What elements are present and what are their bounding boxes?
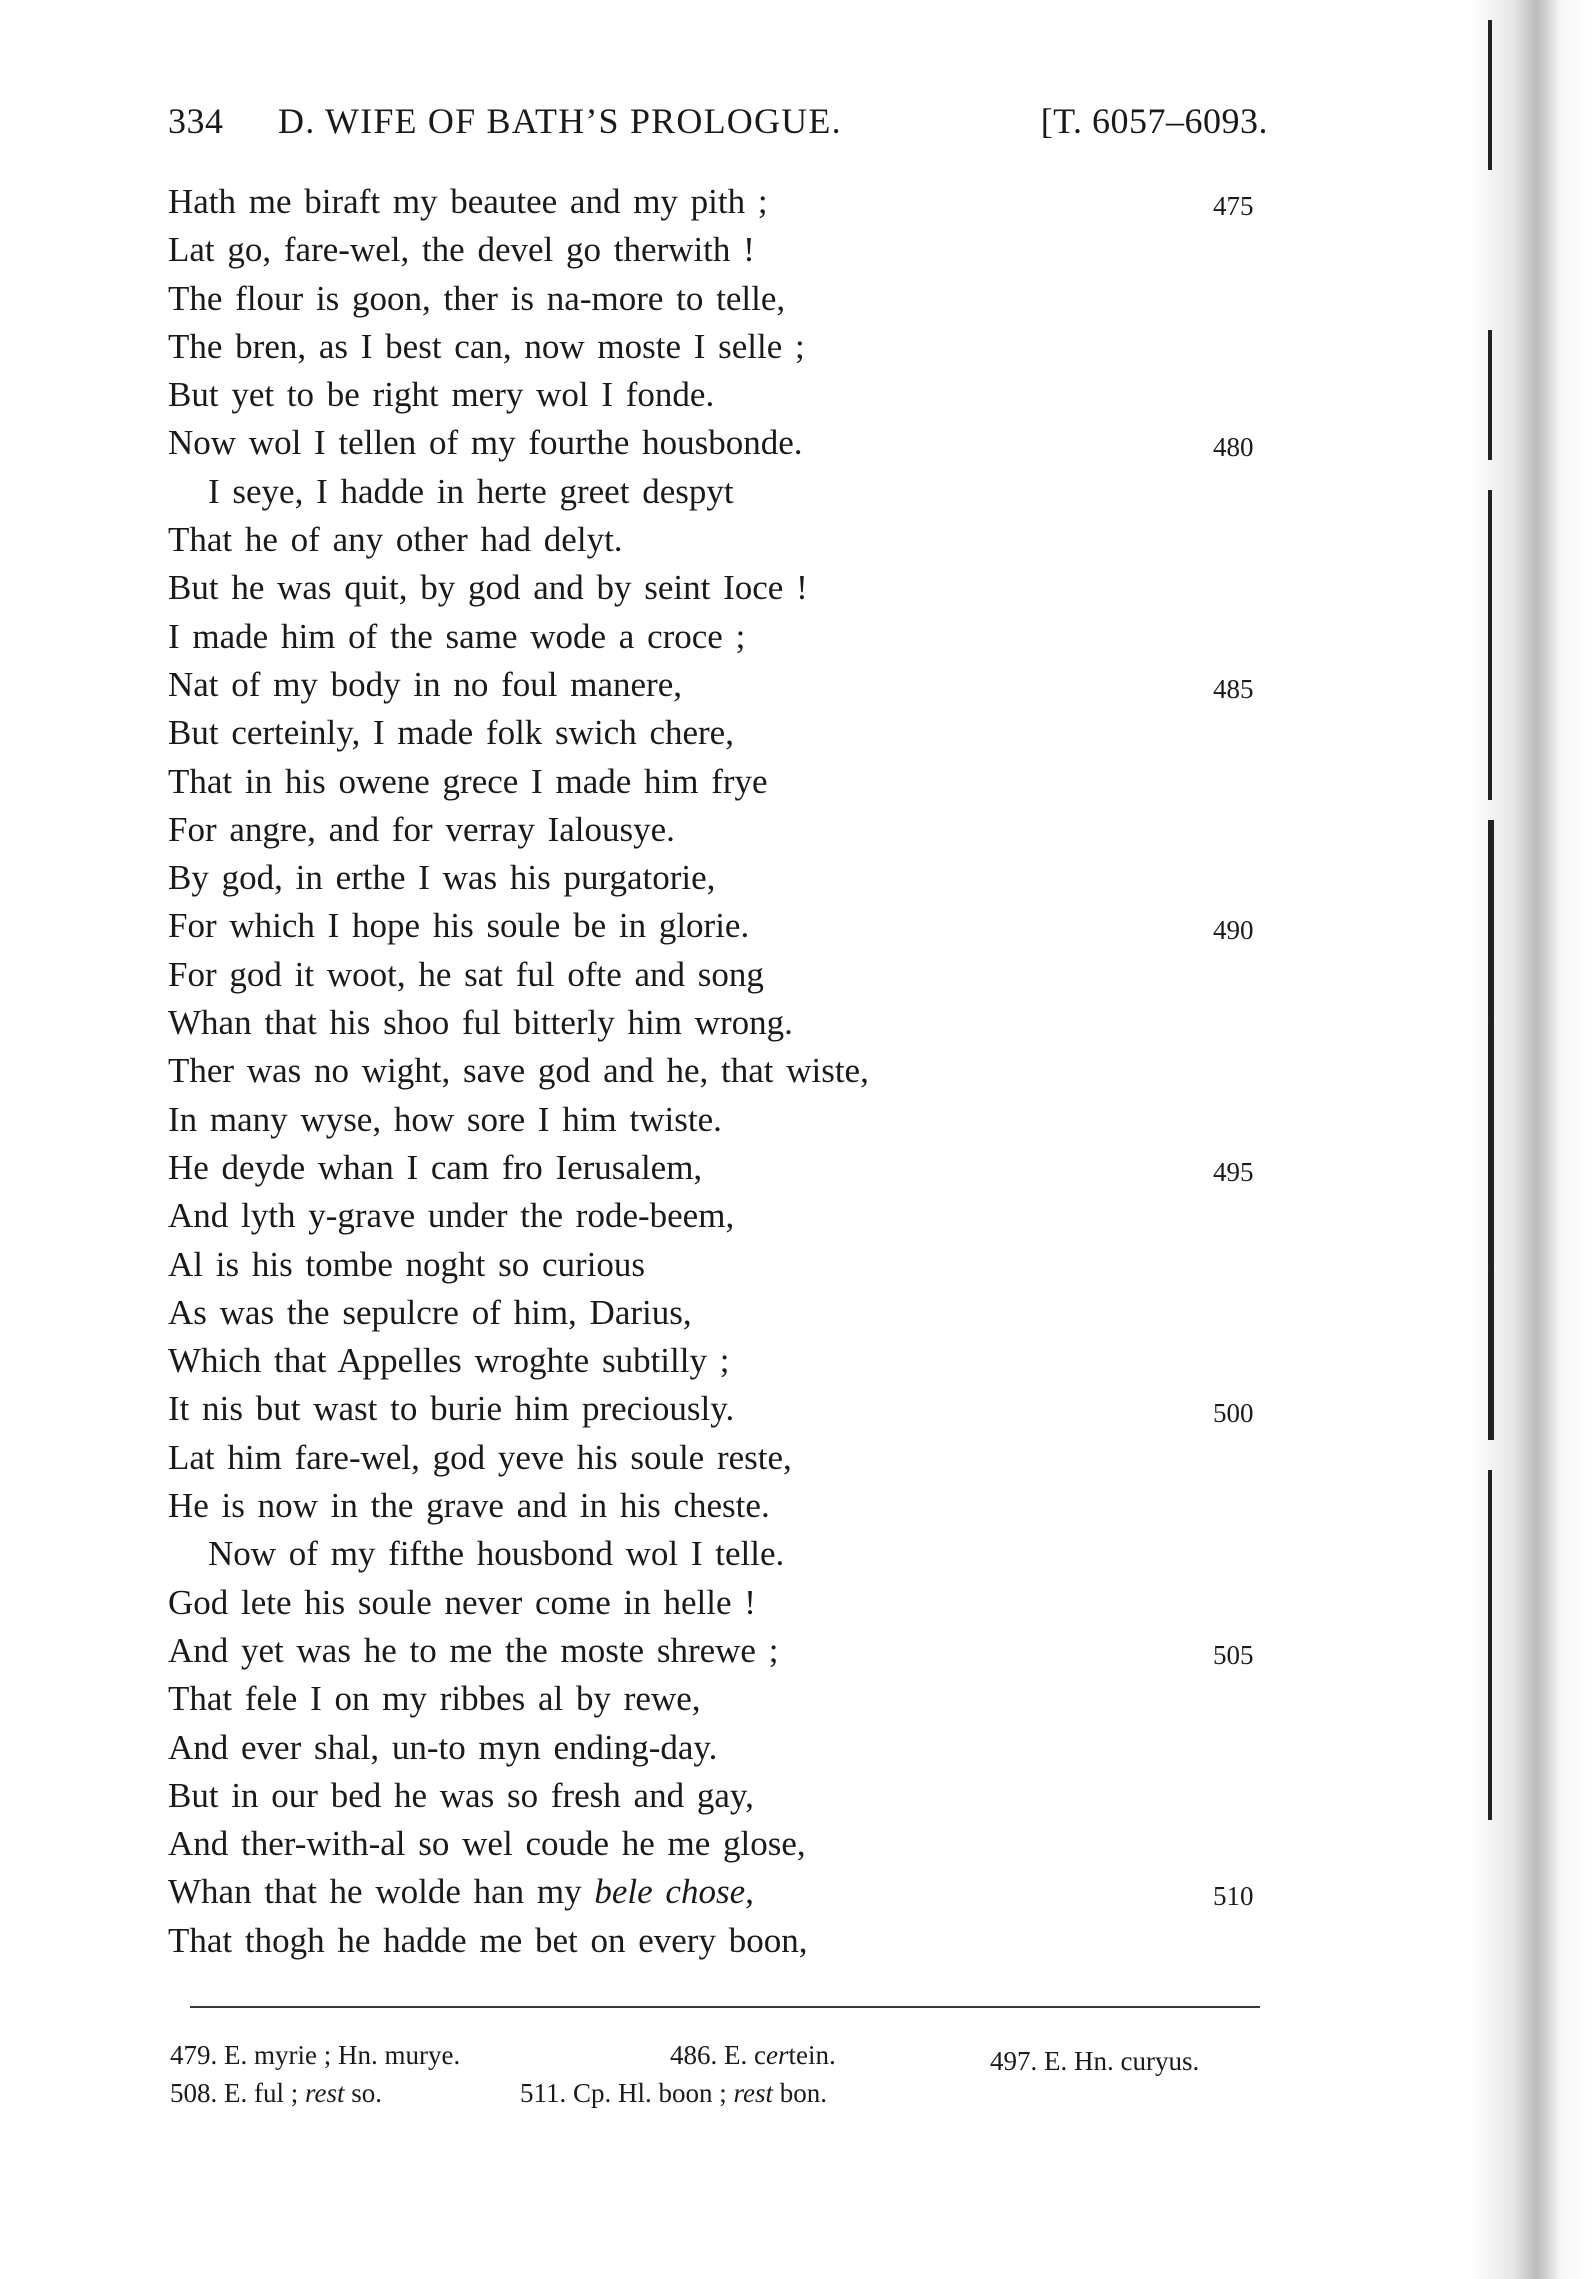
verse-line: Now of my fifthe housbond wol I telle.: [208, 1534, 785, 1574]
verse-line: He is now in the grave and in his cheste.: [168, 1486, 770, 1526]
verse-line: Whan that he wolde han my bele chose, 510: [168, 1868, 1278, 1916]
line-number: 495: [1213, 1156, 1254, 1187]
verse-line: And lyth y-grave under the rode-beem,: [168, 1196, 735, 1236]
running-header: [168, 100, 1268, 160]
line-number: 500: [1213, 1398, 1254, 1429]
verse-line: But in our bed he was so fresh and gay,: [168, 1775, 754, 1815]
verse-line: Lat him fare-wel, god yeve his soule reste,: [168, 1437, 792, 1477]
line-number: 510: [1213, 1881, 1254, 1912]
footnote-479: 479. E. myrie ; Hn. murye.: [170, 2040, 461, 2070]
verse-line: I seye, I hadde in herte greet despyt: [208, 471, 734, 511]
verse-line: In many wyse, how sore I him twiste.: [168, 1099, 722, 1139]
footnote-divider: [190, 2006, 1260, 2008]
verse-line: By god, in erthe I was his purgatorie,: [168, 858, 716, 898]
line-number: 480: [1213, 432, 1254, 463]
verse-line: It nis but wast to burie him preciously. 500: [168, 1385, 1278, 1433]
poem-text: [168, 178, 1278, 1965]
verse-line: For which I hope his soule be in glorie. 490: [168, 902, 1278, 950]
verse-line: God lete his soule never come in helle !: [168, 1582, 756, 1622]
line-number: 490: [1213, 915, 1254, 946]
verse-line: That thogh he hadde me bet on every boon,: [168, 1920, 808, 1960]
verse-line: Now wol I tellen of my fourthe housbonde. 480: [168, 419, 1278, 467]
verse-line: That in his owene grece I made him frye: [168, 761, 768, 801]
page-edge-line: [1488, 20, 1492, 170]
verse-line: The bren, as I best can, now moste I selle ;: [168, 326, 805, 366]
verse-line: That fele I on my ribbes al by rewe,: [168, 1679, 701, 1719]
verse-line: For god it woot, he sat ful ofte and song: [168, 954, 764, 994]
footnote-486: 486. E. certein.: [670, 2040, 836, 2070]
line-number: 485: [1213, 673, 1254, 704]
verse-line: For angre, and for verray Ialousye.: [168, 809, 675, 849]
footnote-497: 497. E. Hn. curyus.: [990, 2046, 1200, 2076]
verse-line: Nat of my body in no foul manere, 485: [168, 661, 1278, 709]
page-edge-line: [1488, 490, 1492, 800]
verse-line: Al is his tombe noght so curious: [168, 1244, 646, 1284]
verse-line: Lat go, fare-wel, the devel go therwith !: [168, 230, 755, 270]
verse-line: But yet to be right mery wol I fonde.: [168, 375, 715, 415]
verse-line: I made him of the same wode a croce ;: [168, 616, 746, 656]
verse-line: As was the sepulcre of him, Darius,: [168, 1292, 692, 1332]
verse-line: Hath me biraft my beautee and my pith ; 475: [168, 178, 1278, 226]
page-edge-line: [1488, 820, 1494, 1440]
verse-line: But he was quit, by god and by seint Ioce !: [168, 568, 808, 608]
verse-line: Ther was no wight, save god and he, that wiste,: [168, 1051, 869, 1091]
line-number: 475: [1213, 191, 1254, 221]
italic-phrase: bele chose,: [594, 1872, 754, 1912]
page-number: 334: [168, 101, 224, 141]
line-range: [T. 6057–6093.: [1040, 101, 1268, 141]
line-number: 505: [1213, 1639, 1254, 1670]
verse-line: That he of any other had delyt.: [168, 520, 623, 560]
page-edge-line: [1488, 1470, 1492, 1820]
verse-line: The flour is goon, ther is na-more to telle,: [168, 278, 786, 318]
footnote-508: 508. E. ful ; rest so.: [170, 2078, 383, 2108]
verse-line: He deyde whan I cam fro Ierusalem, 495: [168, 1144, 1278, 1192]
running-title: D. WIFE OF BATH’S PROLOGUE.: [278, 101, 842, 141]
footnote-511: 511. Cp. Hl. boon ; rest bon.: [520, 2078, 828, 2108]
verse-line: Whan that his shoo ful bitterly him wrong.: [168, 1003, 793, 1043]
verse-line: And ever shal, un-to myn ending-day.: [168, 1727, 718, 1767]
verse-line: Which that Appelles wroghte subtilly ;: [168, 1341, 730, 1381]
verse-line: And yet was he to me the moste shrewe ; 505: [168, 1627, 1278, 1675]
verse-line: And ther-with-al so wel coude he me glose,: [168, 1824, 806, 1864]
verse-line: But certeinly, I made folk swich chere,: [168, 713, 734, 753]
page-edge-line: [1488, 330, 1492, 460]
